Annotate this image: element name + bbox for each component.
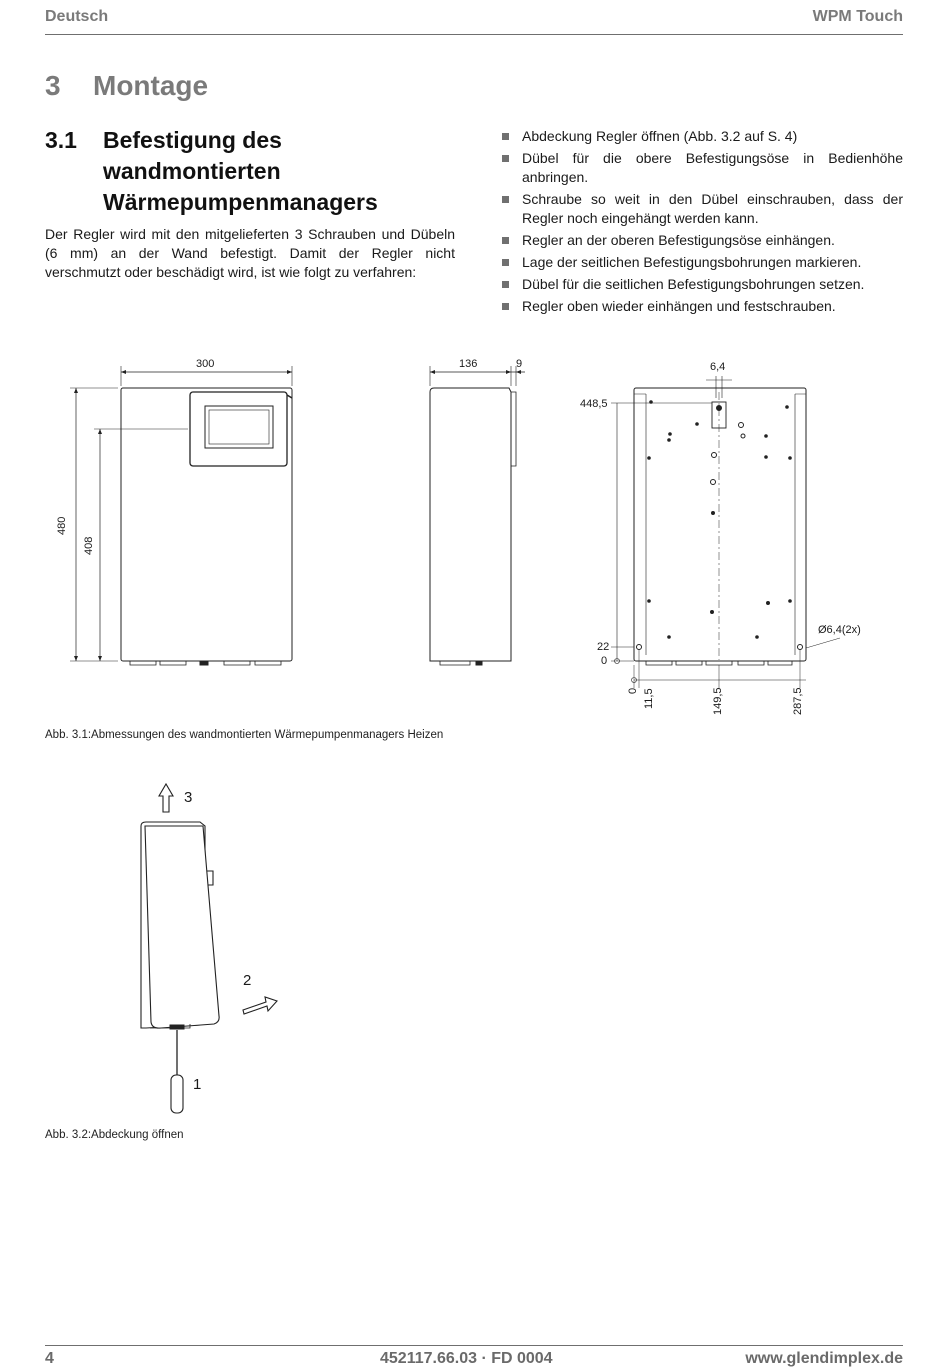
dim-x3-label: 287,5 (792, 687, 804, 715)
dim-x2-label: 149,5 (712, 687, 724, 715)
footer-page-number: 4 (45, 1350, 54, 1367)
dim-depth-extra-label: 9 (516, 358, 523, 370)
dim-zero-label: 0 (601, 655, 608, 667)
section-number: 3.1 (45, 127, 77, 153)
list-item: Abdeckung Regler öffnen (Abb. 3.2 auf S. 4) (500, 127, 903, 146)
step3-label: 3 (184, 789, 193, 806)
list-item: Schraube so weit in den Dübel einschrauben, dass der Regler noch eingehängt werden kann. (500, 190, 903, 228)
footer-doc-number: 452117.66.03 · FD 0004 (380, 1350, 553, 1367)
dim-height-label: 480 (56, 516, 68, 535)
intro-paragraph: Der Regler wird mit den mitgelieferten 3 Schrauben und Dübeln (6 mm) an der Wand befestigt. Damit der Regler nicht verschmutzt oder beschädigt wird, ist wie folgt zu verfahren: (45, 226, 455, 280)
dim-x1-label: 11,5 (643, 688, 655, 709)
chapter-title: Montage (93, 70, 209, 101)
dim-x0-label: 0 (627, 687, 639, 694)
dim-side-hole-label: 22 (597, 641, 610, 653)
figure1-caption: Abb. 3.1:Abmessungen des wandmontierten Wärmepumpenmanagers Heizen (45, 729, 444, 741)
list-item: Regler oben wieder einhängen und festschrauben. (500, 297, 903, 316)
section-title: Befestigung des wandmontierten Wärmepumpenmanagers (103, 127, 378, 215)
step2-label: 2 (243, 972, 252, 989)
dim-hole-diameter-label: Ø6,4(2x) (818, 624, 861, 636)
step1-label: 1 (193, 1076, 202, 1093)
figure2-caption: Abb. 3.2:Abdeckung öffnen (45, 1129, 184, 1141)
list-item: Regler an der oberen Befestigungsöse einhängen. (500, 231, 903, 250)
list-item: Dübel für die seitlichen Befestigungsbohrungen setzen. (500, 275, 903, 294)
list-item: Dübel für die obere Befestigungsöse in Bedienhöhe anbringen. (500, 149, 903, 187)
list-item: Lage der seitlichen Befestigungsbohrungen markieren. (500, 253, 903, 272)
dim-top-spacing-label: 6,4 (710, 361, 726, 373)
dim-top-hole-label: 448,5 (580, 398, 608, 410)
header-product: WPM Touch (812, 8, 903, 25)
chapter-number: 3 (45, 70, 61, 101)
dim-width-label: 300 (196, 358, 215, 370)
dim-display-height-label: 408 (83, 536, 95, 555)
dim-depth-label: 136 (459, 358, 478, 370)
footer-website: www.glendimplex.de (745, 1350, 903, 1367)
header-language: Deutsch (45, 8, 109, 25)
footer-rule (45, 1345, 903, 1346)
